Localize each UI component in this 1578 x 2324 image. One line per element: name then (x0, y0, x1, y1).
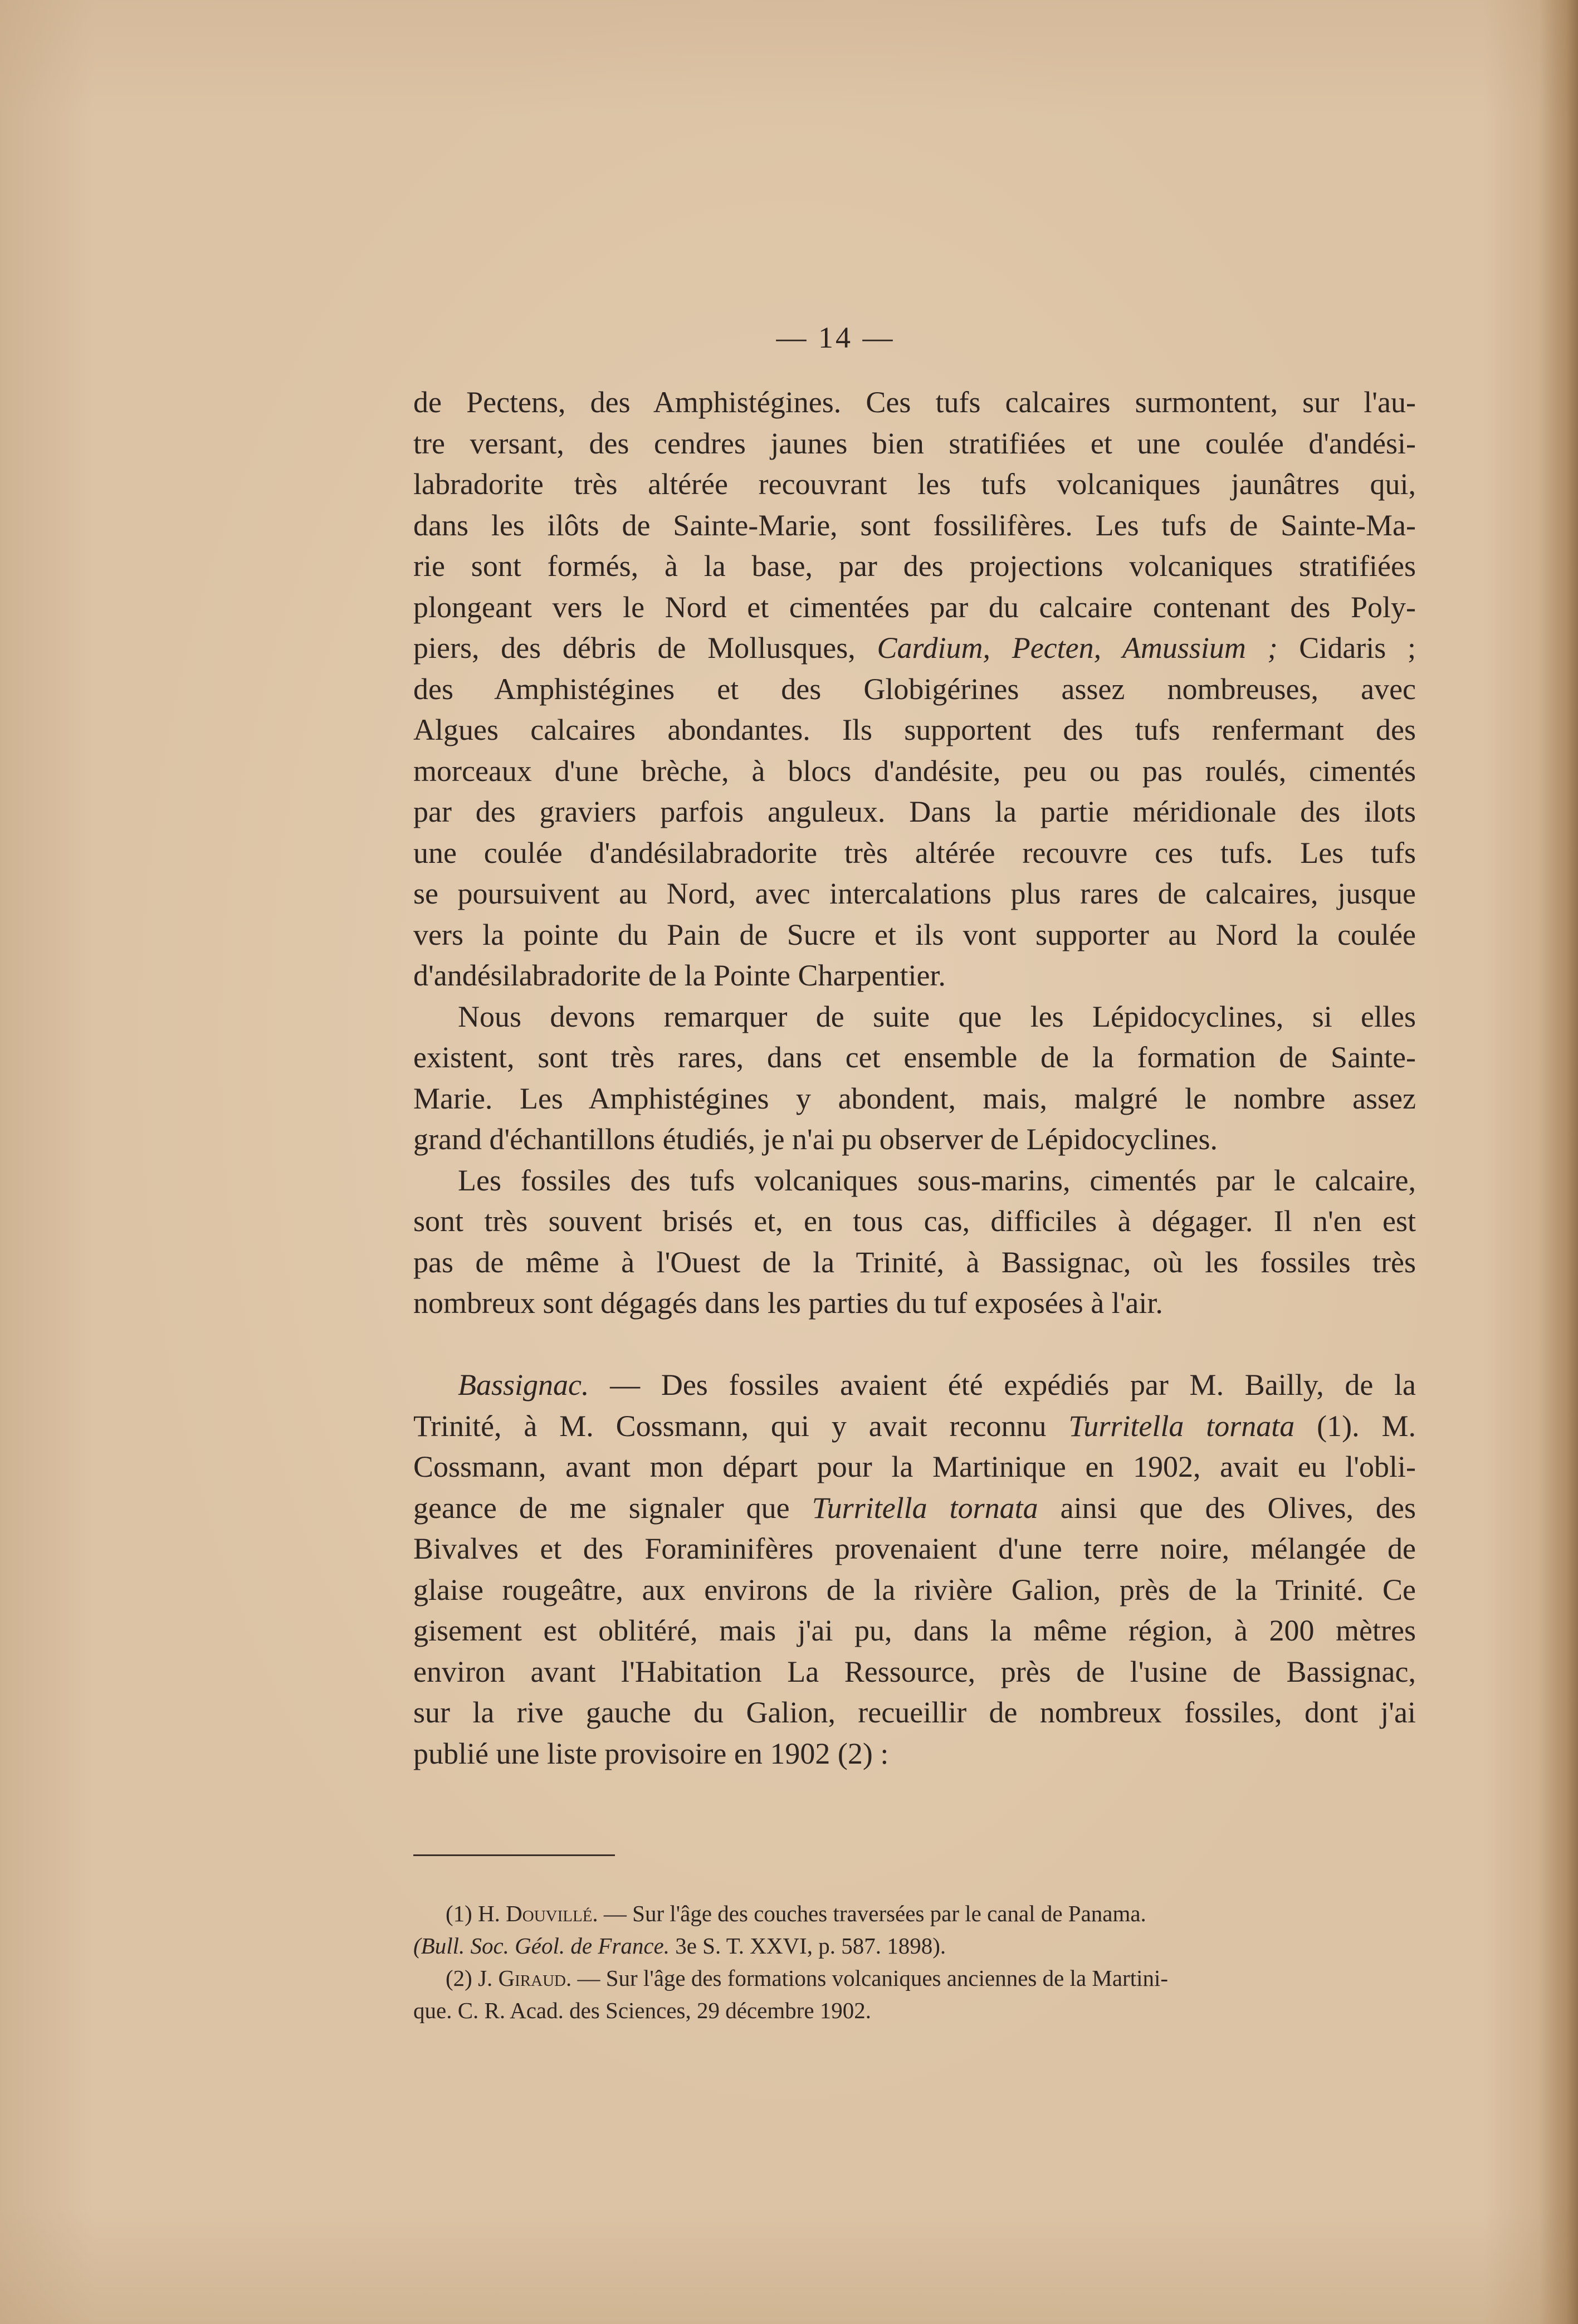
text-segment: geance de me signaler que (413, 1491, 812, 1525)
footnote-journal: (Bull. Soc. Géol. de France. (413, 1933, 670, 1959)
body-text (413, 382, 1416, 1774)
text-segment: (1). M. (1294, 1409, 1416, 1443)
text-line: Marie. Les Amphistégines y abondent, mais, malgré le nombre assez (413, 1081, 1416, 1115)
text-line: par des graviers parfois anguleux. Dans la partie méridionale des ilots (413, 795, 1416, 828)
text-segment: Trinité, à M. Cossmann, qui y avait reconnu (413, 1409, 1069, 1443)
text-line: sur la rive gauche du Galion, recueillir de nombreux fossiles, dont j'ai (413, 1696, 1416, 1729)
text-line: d'andésilabradorite de la Pointe Charpentier. (413, 959, 946, 992)
footnote-text: — Sur l'âge des formations volcaniques anciennes de la Martini- (571, 1965, 1169, 1991)
text-line: publié une liste provisoire en 1902 (2) : (413, 1736, 889, 1770)
text-line: glaise rougeâtre, aux environs de la rivière Galion, près de la Trinité. Ce (413, 1573, 1416, 1607)
paragraph-3 (413, 1160, 1416, 1324)
footnote-text: 3e S. T. XXVI, p. 587. 1898). (669, 1933, 946, 1959)
text-line-mixed (413, 1406, 1416, 1447)
text-line: se poursuivent au Nord, avec intercalations plus rares de calcaires, jusque (413, 877, 1416, 910)
footnote-1 (413, 1897, 1416, 1930)
text-line: labradorite très altérée recouvrant les tufs volcaniques jaunâtres qui, (413, 467, 1416, 501)
page-edge-shadow (1539, 0, 1578, 2324)
text-line: sont très souvent brisés et, en tous cas, difficiles à dégager. Il n'en est (413, 1204, 1416, 1238)
footnote-1-continued (413, 1930, 1416, 1962)
text-line: Nous devons remarquer de suite que les Lépidocyclines, si elles (458, 999, 1416, 1033)
text-line: plongeant vers le Nord et cimentées par du calcaire contenant des Poly- (413, 590, 1416, 624)
footnote-marker: (1) (446, 1901, 478, 1926)
text-segment: — Des fossiles avaient été expédiés par M. Bailly, de la (589, 1368, 1416, 1402)
text-line: nombreux sont dégagés dans les parties du tuf exposées à l'air. (413, 1286, 1163, 1320)
text-line: Cossmann, avant mon départ pour la Martinique en 1902, avait eu l'obli- (413, 1450, 1416, 1483)
taxon-name: Turritella tornata (812, 1491, 1038, 1525)
section-heading: Bassignac. (458, 1368, 589, 1402)
footnote-text: — Sur l'âge des couches traversées par le canal de Panama. (598, 1901, 1146, 1926)
page-number: — 14 — (776, 321, 895, 354)
text-segment: ainsi que des Olives, des (1038, 1491, 1416, 1525)
taxon-names: Cardium, Pecten, Amussium ; (877, 631, 1278, 665)
text-line: vers la pointe du Pain de Sucre et ils vont supporter au Nord la coulée (413, 917, 1416, 951)
taxon-name: Turritella tornata (1068, 1409, 1295, 1443)
text-line-mixed (413, 1488, 1416, 1529)
text-line: morceaux d'une brèche, à blocs d'andésite, peu ou pas roulés, cimentés (413, 754, 1416, 788)
paragraph-gap (413, 1324, 1416, 1365)
footnote-marker: (2) (446, 1965, 478, 1991)
text-line: une coulée d'andésilabradorite très altérée recouvre ces tufs. Les tufs (413, 836, 1416, 870)
paragraph-4 (413, 1365, 1416, 1774)
text-segment: piers, des débris de Mollusques, (413, 631, 877, 665)
text-line: Bivalves et des Foraminifères provenaient d'une terre noire, mélangée de (413, 1532, 1416, 1565)
text-line: environ avant l'Habitation La Ressource, près de l'usine de Bassignac, (413, 1654, 1416, 1688)
text-line: des Amphistégines et des Globigérines assez nombreuses, avec (413, 672, 1416, 706)
text-line: pas de même à l'Ouest de la Trinité, à Bassignac, où les fossiles très (413, 1245, 1416, 1279)
paragraph-2 (413, 997, 1416, 1160)
text-line-mixed (413, 1365, 1416, 1406)
footnotes (413, 1897, 1416, 2027)
footnote-rule (413, 1854, 615, 1856)
footnote-author: H. Douvillé. (478, 1901, 598, 1926)
text-line: de Pectens, des Amphistégines. Ces tufs calcaires surmontent, sur l'au- (413, 385, 1416, 419)
footnote-author: J. Giraud. (478, 1965, 572, 1991)
footnote-2-continued: que. C. R. Acad. des Sciences, 29 décembre 1902. (413, 1998, 872, 2023)
text-line: dans les ilôts de Sainte-Marie, sont fossilifères. Les tufs de Sainte-Ma- (413, 508, 1416, 542)
text-line: Les fossiles des tufs volcaniques sous-marins, cimentés par le calcaire, (458, 1163, 1416, 1197)
footnote-2 (413, 1962, 1416, 1994)
text-line: grand d'échantillons étudiés, je n'ai pu observer de Lépidocyclines. (413, 1122, 1218, 1156)
text-line: existent, sont très rares, dans cet ensemble de la formation de Sainte- (413, 1041, 1416, 1074)
text-line: tre versant, des cendres jaunes bien stratifiées et une coulée d'andési- (413, 426, 1416, 460)
text-line: Algues calcaires abondantes. Ils supportent des tufs renfermant des (413, 713, 1416, 746)
text-line: rie sont formés, à la base, par des projections volcaniques stratifiées (413, 549, 1416, 583)
text-segment: Cidaris ; (1277, 631, 1416, 665)
text-line: gisement est oblitéré, mais j'ai pu, dans la même région, à 200 mètres (413, 1614, 1416, 1647)
paragraph-1 (413, 382, 1416, 997)
text-line-mixed (413, 628, 1416, 669)
